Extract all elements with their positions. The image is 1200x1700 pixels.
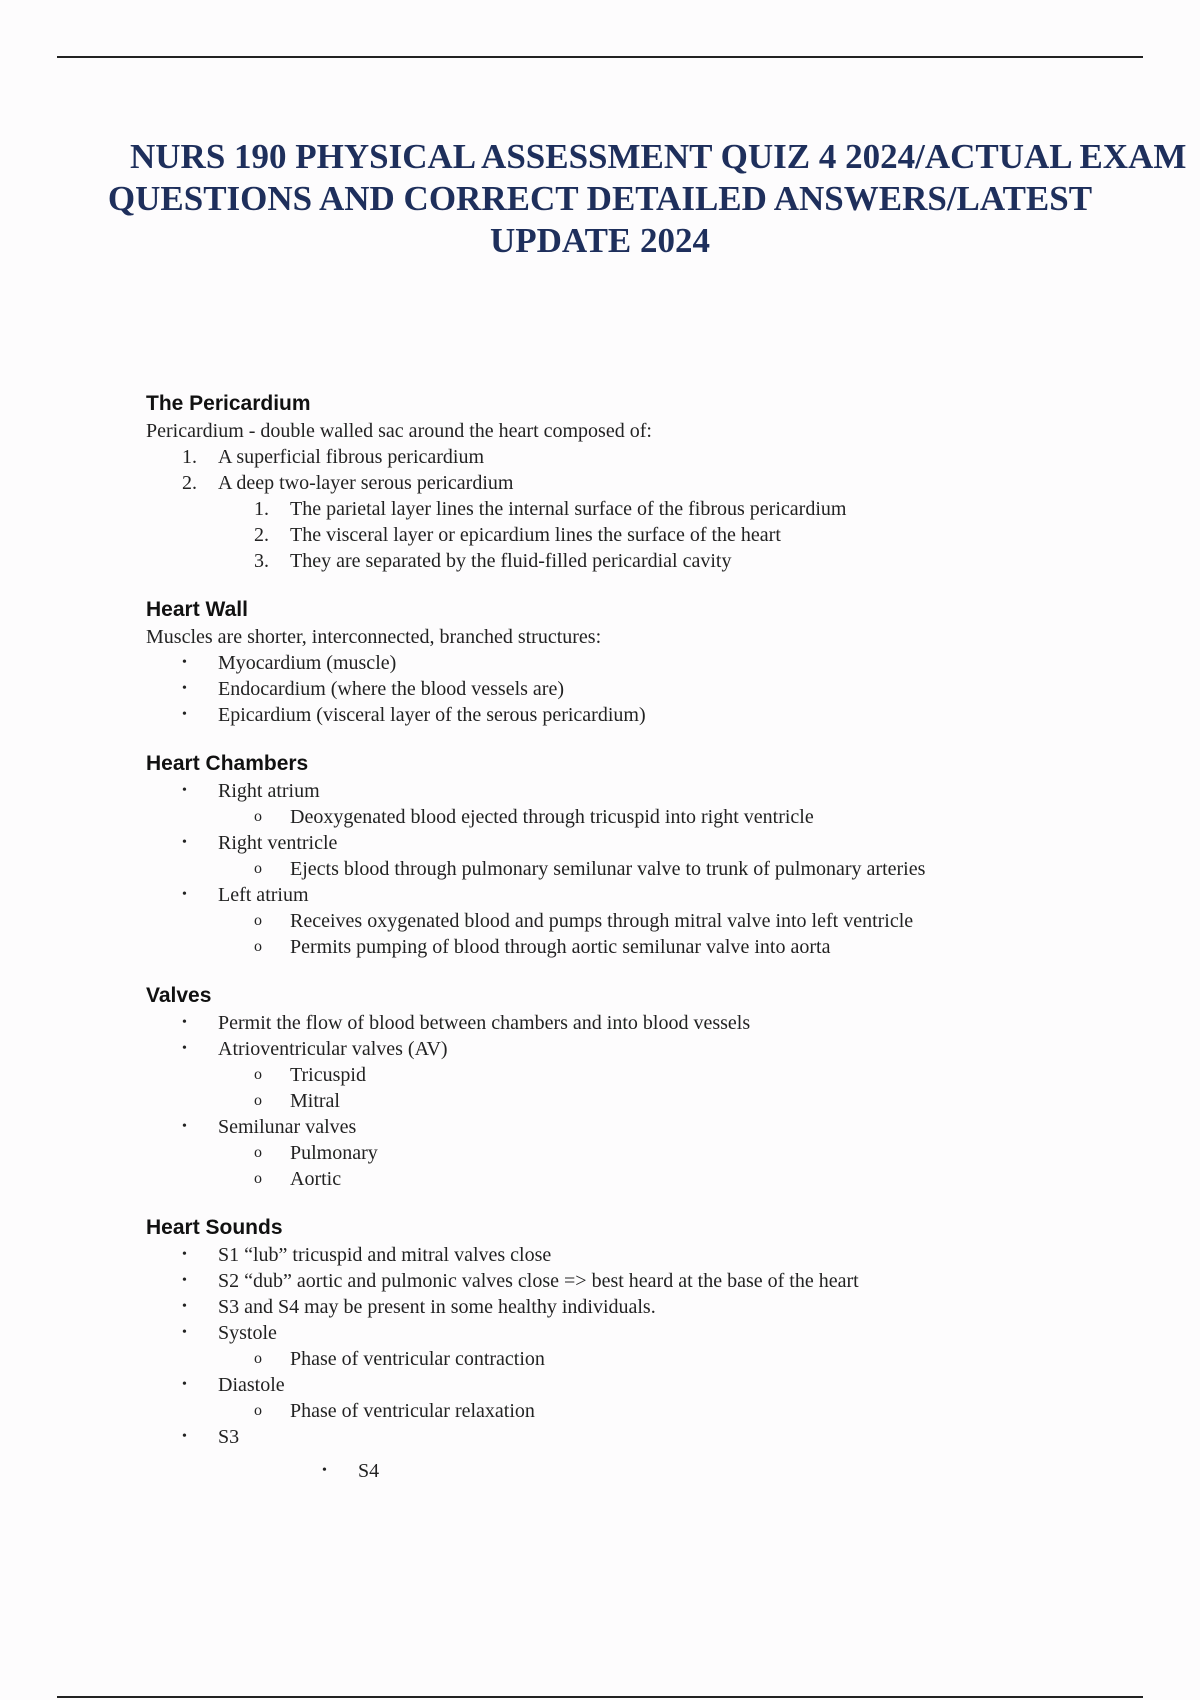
list-item: • S1 “lub” tricuspid and mitral valves close <box>182 1244 552 1266</box>
list-item: • S2 “dub” aortic and pulmonic valves close => best heard at the base of the heart <box>182 1270 859 1292</box>
numbered-list <box>146 444 1146 574</box>
list-item: o Tricuspid <box>254 1064 366 1086</box>
list-item: o Phase of ventricular contraction <box>254 1348 545 1370</box>
bullet-list <box>146 1010 1146 1192</box>
bullet-list <box>146 650 1146 728</box>
section-heading: Heart Chambers <box>146 752 309 775</box>
list-item: o Pulmonary <box>254 1142 378 1164</box>
list-item: 1. The parietal layer lines the internal surface of the fibrous pericardium <box>254 498 847 520</box>
nested-numbered-list <box>218 496 1146 574</box>
title-line-1: NURS 190 PHYSICAL ASSESSMENT QUIZ 4 2024/ACTUAL EXAM <box>130 137 1187 176</box>
section-heading: Heart Wall <box>146 598 248 621</box>
document-body <box>146 390 1146 1506</box>
sub-list <box>218 1062 1146 1114</box>
section-pericardium <box>146 390 1146 574</box>
list-item: • S3 <box>182 1426 240 1448</box>
list-item: o Receives oxygenated blood and pumps through mitral valve into left ventricle <box>254 910 914 932</box>
sub-list <box>218 1346 1146 1372</box>
section-valves <box>146 982 1146 1192</box>
list-item: • Systole o Phase of ventricular contraction <box>146 1320 1146 1372</box>
section-intro: Muscles are shorter, interconnected, branched structures: <box>146 626 602 648</box>
document-title <box>0 136 1200 262</box>
list-item: o Mitral <box>254 1090 340 1112</box>
section-heart-sounds <box>146 1214 1146 1484</box>
list-item: 2. The visceral layer or epicardium lines the surface of the heart <box>254 524 781 546</box>
section-intro: Pericardium - double walled sac around the heart composed of: <box>146 420 652 442</box>
section-heart-chambers <box>146 750 1146 960</box>
list-item: • S3 and S4 may be present in some healthy individuals. <box>182 1296 656 1318</box>
sub-list <box>218 1398 1146 1424</box>
list-item: o Deoxygenated blood ejected through tricuspid into right ventricle <box>254 806 814 828</box>
sub-list <box>218 804 1146 830</box>
bullet-list <box>146 1242 1146 1484</box>
list-item: • Endocardium (where the blood vessels are) <box>182 678 564 700</box>
list-item: o Permits pumping of blood through aortic semilunar valve into aorta <box>254 936 831 958</box>
sub-list <box>218 1140 1146 1192</box>
list-item: 1. A superficial fibrous pericardium <box>182 446 485 468</box>
bottom-rule <box>57 1696 1143 1698</box>
list-item: • Epicardium (visceral layer of the serous pericardium) <box>182 704 646 726</box>
list-item: • S4 <box>322 1460 380 1482</box>
title-line-2: QUESTIONS AND CORRECT DETAILED ANSWERS/LATEST <box>107 179 1093 218</box>
list-item: • Atrioventricular valves (AV) o Tricuspid o Mitral <box>146 1036 1146 1114</box>
sub-list <box>218 908 1146 960</box>
section-heading: Heart Sounds <box>146 1216 283 1239</box>
list-item: 2. A deep two-layer serous pericardium 1. The parietal layer lines the internal surface of the fibrous pericardium 2. The visceral layer or epicardium lines the surface of the heart 3. They are separated by the fluid-filled pericardial cavity <box>146 470 1146 574</box>
title-line-3: UPDATE 2024 <box>489 221 711 260</box>
top-rule <box>57 56 1143 58</box>
list-item: • Left atrium o Receives oxygenated blood and pumps through mitral valve into left ventricle o Permits pumping of blood through aortic semilunar valve into aorta <box>146 882 1146 960</box>
list-item: 3. They are separated by the fluid-filled pericardial cavity <box>254 550 732 572</box>
list-item: • Semilunar valves o Pulmonary o Aortic <box>146 1114 1146 1192</box>
list-item: o Ejects blood through pulmonary semilunar valve to trunk of pulmonary arteries <box>254 858 926 880</box>
list-item: • Right atrium o Deoxygenated blood ejected through tricuspid into right ventricle <box>146 778 1146 830</box>
bullet-list <box>146 778 1146 960</box>
sub-list <box>218 856 1146 882</box>
list-item: o Aortic <box>254 1168 342 1190</box>
list-item: • Permit the flow of blood between chambers and into blood vessels <box>182 1012 751 1034</box>
list-item: • Myocardium (muscle) <box>182 652 397 674</box>
list-item: o Phase of ventricular relaxation <box>254 1400 535 1422</box>
section-heading: The Pericardium <box>146 392 311 415</box>
list-item: • Right ventricle o Ejects blood through pulmonary semilunar valve to trunk of pulmonary arteries <box>146 830 1146 882</box>
section-heading: Valves <box>146 984 212 1007</box>
list-item: • Diastole o Phase of ventricular relaxation <box>146 1372 1146 1424</box>
section-heart-wall <box>146 596 1146 728</box>
